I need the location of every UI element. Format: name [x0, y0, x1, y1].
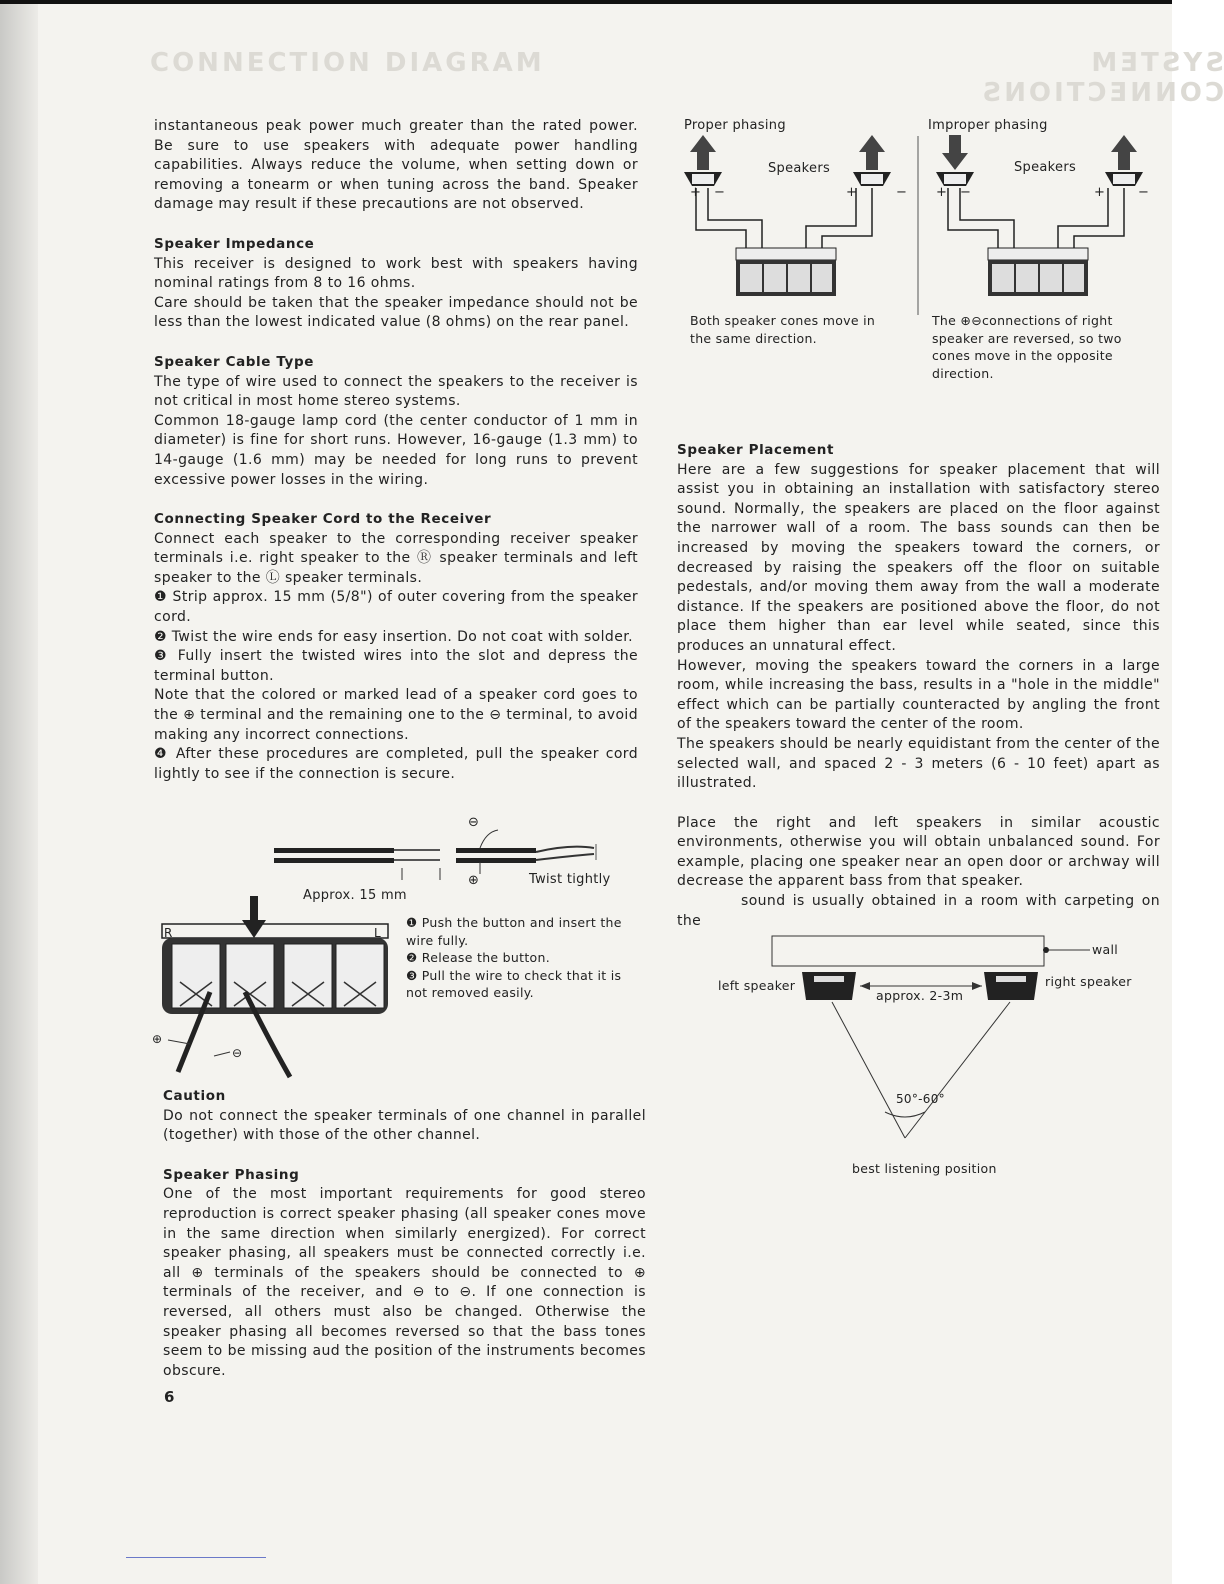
bleed-through-title-right: SYSTEM CONNECTIONS — [979, 48, 1224, 108]
impedance-heading: Speaker Impedance — [154, 235, 315, 252]
phasing-heading: Speaker Phasing — [163, 1166, 300, 1183]
terminal-minus-label: ⊖ — [232, 1046, 243, 1060]
improper-left-minus: − — [960, 185, 972, 200]
wire-minus-label: ⊖ — [468, 815, 480, 830]
distance-label: approx. 2-3m — [876, 988, 964, 1003]
placement-heading: Speaker Placement — [677, 442, 835, 458]
cable-paragraph-1: The type of wire used to connect the speakers to the receiver is not critical in most home stereo systems. — [154, 373, 638, 410]
proper-right-minus: − — [896, 185, 908, 200]
right-speaker-label: right speaker — [1045, 974, 1132, 989]
wire-step-1: ❶ Push the button and insert the wire fully. — [406, 915, 622, 948]
right-column-text — [677, 441, 1160, 931]
left-column-upper — [154, 117, 638, 784]
terminal-r-label: R — [164, 926, 173, 940]
page-left-margin — [0, 4, 38, 1584]
wall-label: wall — [1092, 942, 1119, 957]
phasing-diagram — [676, 130, 1166, 320]
proper-right-plus: + — [846, 185, 858, 200]
improper-phasing-title: Improper phasing — [928, 118, 1048, 133]
caution-paragraph: Do not connect the speaker terminals of one channel in parallel (together) with those of the other channel. — [163, 1107, 646, 1144]
intro-paragraph: instantaneous peak power much greater than the rated power. Be sure to use speakers with adequate power handling capabilities. Always reduce the volume, when setting down or removing a tonearm or when tuning across the band. Speaker damage may result if these precautions are not observed. — [154, 118, 638, 213]
cable-heading: Speaker Cable Type — [154, 353, 314, 370]
placement-paragraph-1: Here are a few suggestions for speaker placement that will assist you in obtaining an installation with satisfactory stereo sound. Normally, the speakers are placed on the floor against the narrower wall of a room. The bass sounds can then be increased by moving the speakers toward the corners, or decreased by raising the speakers off the floor on suitable pedestals, and/or moving them away from the wall a moderate distance. If the speakers are positioned above the floor, do not place them higher than ear level while seated, since this produces an unnatural effect. — [677, 461, 1160, 654]
connecting-step-3: ❸ Fully insert the twisted wires into the slot and depress the terminal button. — [154, 648, 638, 684]
improper-right-plus: + — [1094, 185, 1106, 200]
speakers-label-improper: Speakers — [1014, 160, 1077, 175]
proper-left-plus: + — [690, 185, 702, 200]
proper-left-minus: − — [714, 185, 726, 200]
twist-tightly-label: Twist tightly — [529, 872, 611, 887]
terminal-l-label: L — [374, 926, 381, 940]
connecting-paragraph: Connect each speaker to the corresponding receiver speaker terminals i.e. right speaker to the Ⓡ speaker terminals and left speaker to the Ⓛ speaker terminals. — [154, 530, 638, 586]
best-listening-label: best listening position — [852, 1161, 997, 1176]
connecting-step-1: ❶ Strip approx. 15 mm (5/8") of outer covering from the speaker cord. — [154, 589, 638, 626]
proper-phasing-title: Proper phasing — [684, 118, 786, 133]
improper-left-plus: + — [936, 185, 948, 200]
bottom-rule — [126, 1557, 266, 1558]
wire-step-2: ❷ Release the button. — [406, 950, 550, 965]
twisted-cord-drawing — [456, 830, 596, 874]
improper-caption: The ⊕⊖connections of right speaker are reversed, so two cones move in the opposite direction. — [932, 313, 1122, 381]
room-placement-diagram — [760, 928, 1160, 1168]
wire-figure-steps — [406, 914, 630, 1002]
page-top-edge — [0, 0, 1224, 4]
terminal-block-drawing — [162, 896, 388, 1077]
connecting-heading: Connecting Speaker Cord to the Receiver — [154, 511, 492, 528]
left-column-lower — [163, 1087, 646, 1381]
placement-paragraph-4: Place the right and left speakers in similar acoustic environments, otherwise you will obtain unbalanced sound. For example, placing one speaker near an open door or archway will decrease the apparent bass from that speaker. — [677, 814, 1160, 890]
page-right-edge — [1172, 0, 1224, 1584]
connecting-step-2: ❷ Twist the wire ends for easy insertion. Do not coat with solder. — [154, 628, 633, 645]
approx-15mm-label: Approx. 15 mm — [303, 888, 407, 903]
placement-paragraph-5: sound is usually obtained in a room with carpeting on the — [677, 893, 1160, 929]
bleed-through-title-left: CONNECTION DIAGRAM — [150, 48, 545, 78]
page-number: 6 — [164, 1388, 175, 1406]
impedance-paragraph-1: This receiver is designed to work best with speakers having nominal ratings from 8 to 16 ohms. — [154, 255, 638, 292]
proper-caption: Both speaker cones move in the same direction. — [690, 313, 876, 346]
cable-paragraph-2: Common 18-gauge lamp cord (the center conductor of 1 mm in diameter) is fine for short runs. However, 16-gauge (1.3 mm) to 14-gauge (1.6 mm) may be needed for long runs to prevent excessive power losses in the wiring. — [154, 412, 638, 488]
connecting-note: Note that the colored or marked lead of a speaker cord goes to the ⊕ terminal and the remaining one to the ⊖ terminal, to avoid making any incorrect connections. — [154, 687, 638, 743]
impedance-paragraph-2: Care should be taken that the speaker impedance should not be less than the lowest indicated value (8 ohms) on the rear panel. — [154, 294, 638, 331]
wire-step-3: ❸ Pull the wire to check that it is not removed easily. — [406, 967, 622, 1000]
caution-heading: Caution — [163, 1088, 226, 1104]
placement-paragraph-3: The speakers should be nearly equidistant from the center of the selected wall, and spaced 2 - 3 meters (6 - 10 feet) apart as illustrated. — [677, 735, 1160, 792]
terminal-plus-label: ⊕ — [152, 1032, 163, 1046]
placement-paragraph-2: However, moving the speakers toward the corners in a large room, while increasing the bass, results in a "hole in the middle" effect which can be partially counteracted by angling the front of the speakers toward the center of the room. — [677, 657, 1160, 733]
left-speaker-label: left speaker — [718, 978, 796, 993]
wire-plus-label: ⊕ — [468, 873, 480, 888]
stripped-cord-drawing — [274, 848, 440, 880]
proper-phasing-drawing — [684, 135, 891, 296]
speakers-label-proper: Speakers — [768, 161, 831, 176]
phasing-paragraph: One of the most important requirements for good stereo reproduction is correct speaker phasing (all speaker cones move in the same direction when similarly energized). For correct speaker phasing, all speakers must be connected correctly i.e. all ⊕ terminals of the speakers should be connected to ⊕ terminals of the receiver, and ⊖ to ⊖. If one connection is reversed, all others must also be changed. Otherwise the speaker phasing all becomes reversed so that the bass tones seem to be missing aud the position of the instruments becomes obscure. — [163, 1186, 646, 1379]
connecting-step-4: ❹ After these procedures are completed, pull the speaker cord lightly to see if the connection is secure. — [154, 746, 638, 782]
improper-right-minus: − — [1138, 185, 1150, 200]
angle-label: 50°-60° — [896, 1092, 945, 1106]
